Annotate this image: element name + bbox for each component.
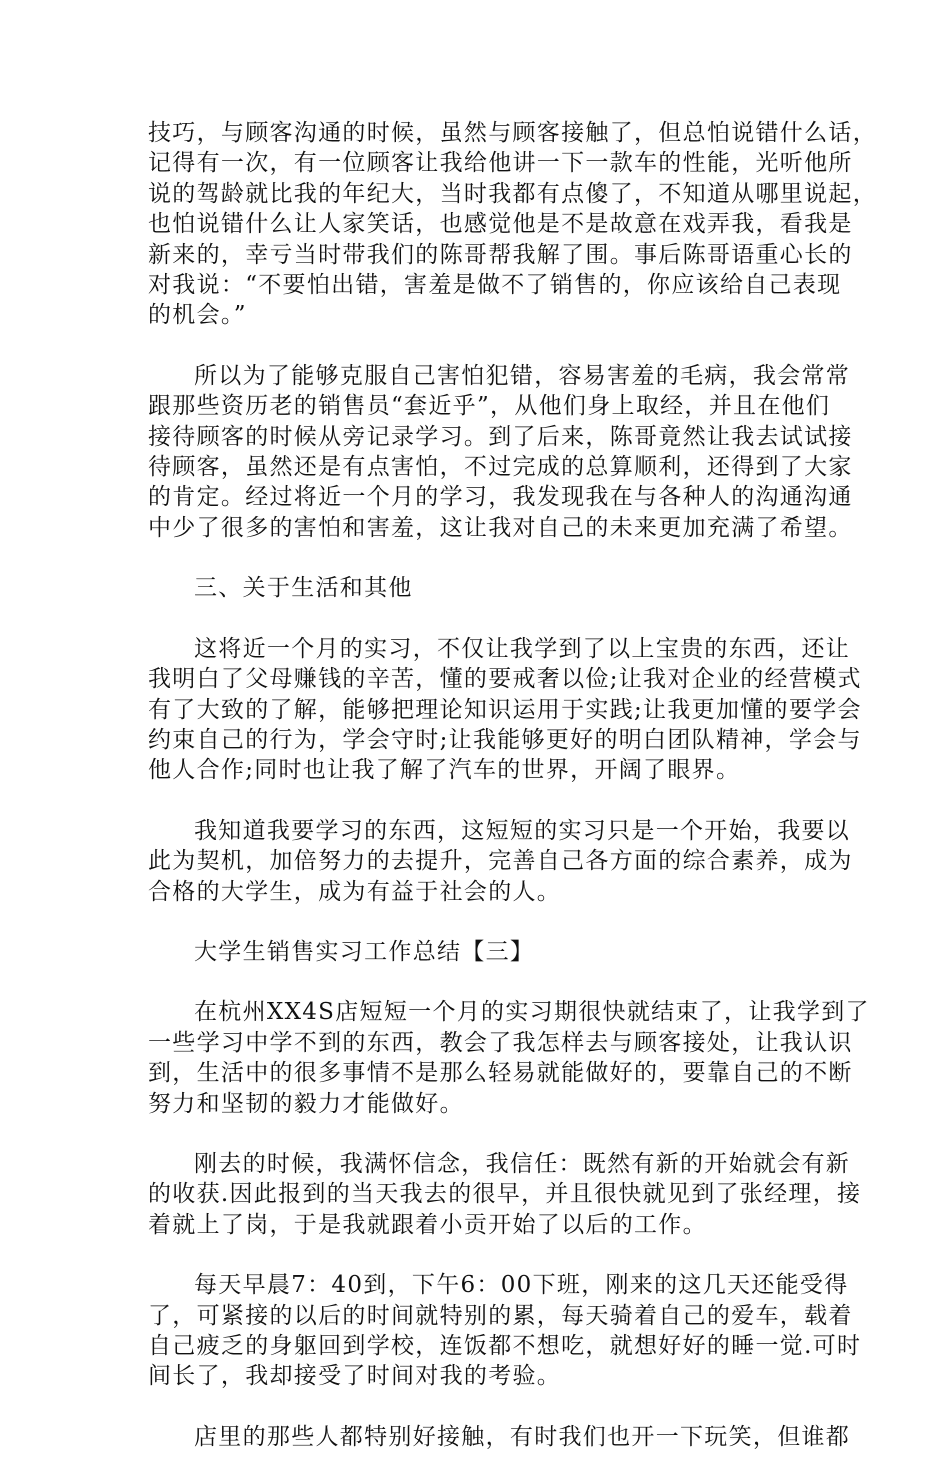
text-line: 接待顾客的时候从旁记录学习。到了后来，陈哥竟然让我去试试接 <box>148 423 853 450</box>
text-line: 的肯定。经过将近一个月的学习，我发现我在与各种人的沟通沟通 <box>148 484 853 511</box>
text-line: 记得有一次，有一位顾客让我给他讲一下一款车的性能，光听他所 <box>148 150 853 177</box>
text-line: 店里的那些人都特别好接触，有时我们也开一下玩笑，但谁都 <box>194 1423 851 1450</box>
paragraph <box>148 634 862 786</box>
text-line: 自己疲乏的身躯回到学校，连饭都不想吃，就想好好的睡一觉.可时 <box>148 1333 862 1359</box>
text-line: 待顾客，虽然还是有点害怕，不过完成的总算顺利，还得到了大家 <box>148 454 853 481</box>
text-line: 也怕说错什么让人家笑话，也感觉他是不是故意在戏弄我，看我是 <box>148 211 853 238</box>
text-line: 有了大致的了解，能够把理论知识运用于实践;让我更加懂的要学会 <box>148 696 862 723</box>
paragraph <box>148 1422 851 1452</box>
text-line: 努力和坚韧的毅力才能做好。 <box>148 1090 464 1117</box>
paragraph <box>148 361 853 543</box>
text-line: 约束自己的行为，学会守时;让我能够更好的明白团队精神，学会与 <box>148 726 862 753</box>
text-line: 到，生活中的很多事情不是那么轻易就能做好的，要靠自己的不断 <box>148 1060 853 1087</box>
document-body <box>148 118 877 1482</box>
text-line: 这将近一个月的实习，不仅让我学到了以上宝贵的东西，还让 <box>194 635 851 662</box>
text-line: 新来的，幸亏当时带我们的陈哥帮我解了围。事后陈哥语重心长的 <box>148 241 853 268</box>
text-line: 他人合作;同时也让我了解了汽车的世界，开阔了眼界。 <box>148 757 741 784</box>
text-line: 着就上了岗，于是我就跟着小贡开始了以后的工作。 <box>148 1211 707 1238</box>
text-line: 的收获.因此报到的当天我去的很早，并且很快就见到了张经理，接 <box>148 1181 862 1208</box>
text-line: 合格的大学生，成为有益于社会的人。 <box>148 878 562 905</box>
paragraph <box>148 118 877 331</box>
text-line: 对我说：“不要怕出错，害羞是做不了销售的，你应该给自己表现 <box>148 272 842 299</box>
text-line: 技巧，与顾客沟通的时候，虽然与顾客接触了，但总怕说错什么话， <box>148 120 877 146</box>
text-line: 在杭州XX4S店短短一个月的实习期很快就结束了，让我学到了 <box>194 999 870 1026</box>
text-line: 跟那些资历老的销售员“套近乎”，从他们身上取经，并且在他们 <box>148 393 831 420</box>
paragraph <box>148 1270 862 1392</box>
paragraph <box>148 997 870 1119</box>
text-line: 所以为了能够克服自己害怕犯错，容易害羞的毛病，我会常常 <box>194 362 851 389</box>
text-line: 刚去的时候，我满怀信念，我信任：既然有新的开始就会有新 <box>194 1150 851 1177</box>
text-line: 说的驾龄就比我的年纪大，当时我都有点傻了，不知道从哪里说起， <box>148 180 877 207</box>
text-line: 此为契机，加倍努力的去提升，完善自己各方面的综合素养，成为 <box>148 848 853 875</box>
text-line: 我明白了父母赚钱的辛苦，懂的要戒奢以俭;让我对企业的经营模式 <box>148 666 862 693</box>
text-line: 我知道我要学习的东西，这短短的实习只是一个开始，我要以 <box>194 817 851 844</box>
paragraph <box>148 816 853 907</box>
text-line: 每天早晨7：40到，下午6：00下班，刚来的这几天还能受得 <box>194 1272 849 1299</box>
text-line: 间长了，我却接受了时间对我的考验。 <box>148 1363 562 1390</box>
section-heading: 三、关于生活和其他 <box>194 575 413 602</box>
text-line: 了，可紧接的以后的时间就特别的累，每天骑着自己的爱车，载着 <box>148 1302 853 1329</box>
paragraph <box>148 1149 862 1240</box>
section-heading: 大学生销售实习工作总结【三】 <box>194 938 535 965</box>
text-line: 的机会。” <box>148 302 247 329</box>
text-line: 中少了很多的害怕和害羞，这让我对自己的未来更加充满了希望。 <box>148 514 853 541</box>
text-line: 一些学习中学不到的东西，教会了我怎样去与顾客接处，让我认识 <box>148 1029 853 1056</box>
